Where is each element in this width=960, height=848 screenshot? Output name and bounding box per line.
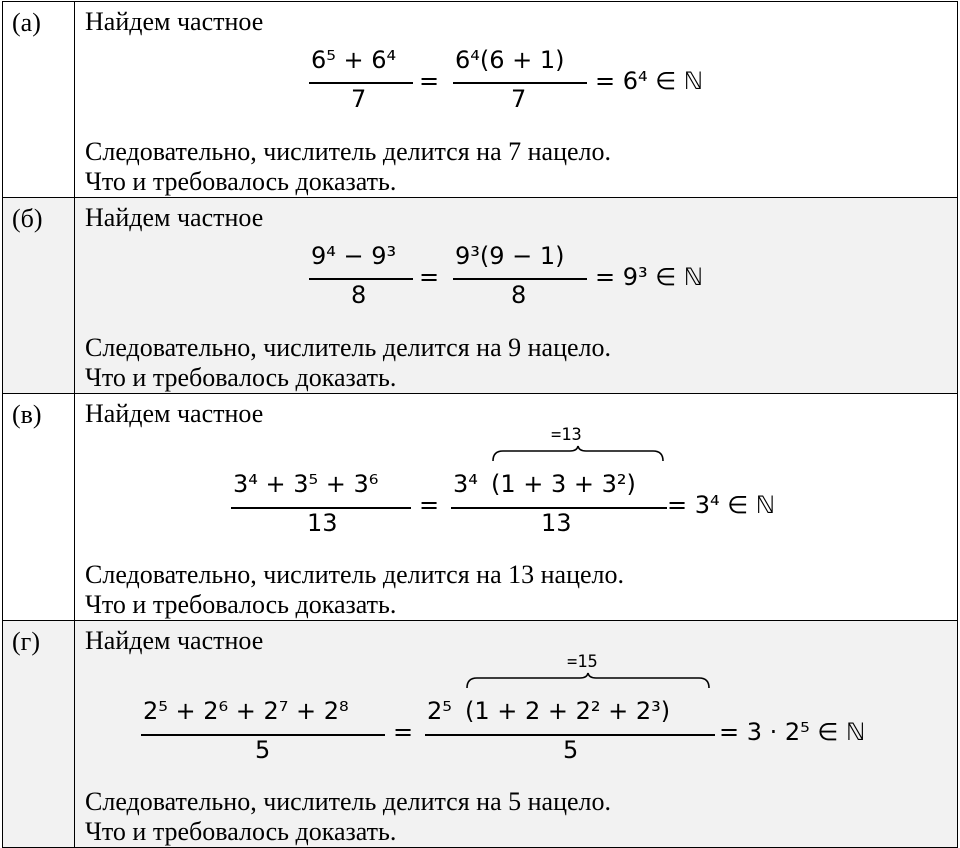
row-label: (б) — [3, 198, 75, 394]
solution-row-g — [3, 621, 958, 848]
row-content — [75, 621, 958, 848]
qed-text: Что и требовалось доказать. — [85, 363, 397, 392]
formula — [85, 425, 957, 560]
result: = 3 · 2⁵ ∈ ℕ — [719, 718, 866, 746]
numerator-right-factor: 2⁵ — [427, 697, 452, 725]
solution-table — [2, 1, 958, 848]
formula — [85, 652, 957, 787]
row-content — [75, 394, 958, 621]
solution-row-v — [3, 394, 958, 621]
brace-annotation: =15 — [567, 652, 598, 672]
denominator-left: 7 — [351, 85, 367, 113]
denominator-right: 8 — [511, 281, 527, 309]
conclusion-text: Следовательно, числитель делится на 7 нацело. — [85, 137, 612, 166]
formula — [85, 37, 957, 137]
row-label: (в) — [3, 394, 75, 621]
denominator-right: 7 — [511, 85, 527, 113]
row-label: (а) — [3, 2, 75, 198]
numerator-right-sum: (1 + 3 + 3²) — [491, 470, 636, 498]
equals-sign: = — [419, 67, 440, 95]
solution-row-a — [3, 2, 958, 198]
intro-text: Найдем частное — [85, 626, 264, 655]
intro-text: Найдем частное — [85, 203, 264, 232]
conclusion-text: Следовательно, числитель делится на 13 нацело. — [85, 560, 625, 589]
numerator-left: 6⁵ + 6⁴ — [311, 46, 397, 74]
equals-sign: = — [419, 491, 440, 519]
qed-text: Что и требовалось доказать. — [85, 590, 397, 619]
result: = 3⁴ ∈ ℕ — [667, 491, 776, 519]
fraction-bar — [309, 82, 413, 84]
qed-text: Что и требовалось доказать. — [85, 167, 397, 196]
numerator-right: 6⁴(6 + 1) — [455, 46, 565, 74]
result: = 6⁴ ∈ ℕ — [595, 67, 704, 95]
numerator-right-sum: (1 + 2 + 2² + 2³) — [465, 697, 671, 725]
denominator-left: 13 — [307, 509, 338, 537]
fraction-bar — [309, 278, 413, 280]
intro-text: Найдем частное — [85, 399, 264, 428]
denominator-right: 13 — [541, 509, 572, 537]
intro-text: Найдем частное — [85, 7, 264, 36]
denominator-left: 8 — [351, 281, 367, 309]
overbrace-icon — [491, 445, 665, 463]
numerator-left: 3⁴ + 3⁵ + 3⁶ — [233, 470, 379, 498]
numerator-left: 9⁴ − 9³ — [311, 242, 397, 270]
numerator-right: 9³(9 − 1) — [455, 242, 565, 270]
row-label: (г) — [3, 621, 75, 848]
conclusion-text: Следовательно, числитель делится на 9 нацело. — [85, 333, 612, 362]
result: = 9³ ∈ ℕ — [595, 263, 704, 291]
overbrace-icon — [465, 672, 711, 690]
brace-annotation: =13 — [551, 425, 582, 445]
denominator-right: 5 — [563, 736, 579, 764]
numerator-left: 2⁵ + 2⁶ + 2⁷ + 2⁸ — [143, 697, 349, 725]
solution-row-b — [3, 198, 958, 394]
fraction-bar — [453, 278, 587, 280]
numerator-right-factor: 3⁴ — [453, 470, 478, 498]
qed-text: Что и требовалось доказать. — [85, 817, 397, 846]
conclusion-text: Следовательно, числитель делится на 5 нацело. — [85, 787, 612, 816]
row-content — [75, 198, 958, 394]
denominator-left: 5 — [255, 736, 271, 764]
formula — [85, 233, 957, 333]
row-content — [75, 2, 958, 198]
fraction-bar — [453, 82, 587, 84]
equals-sign: = — [393, 718, 414, 746]
equals-sign: = — [419, 263, 440, 291]
